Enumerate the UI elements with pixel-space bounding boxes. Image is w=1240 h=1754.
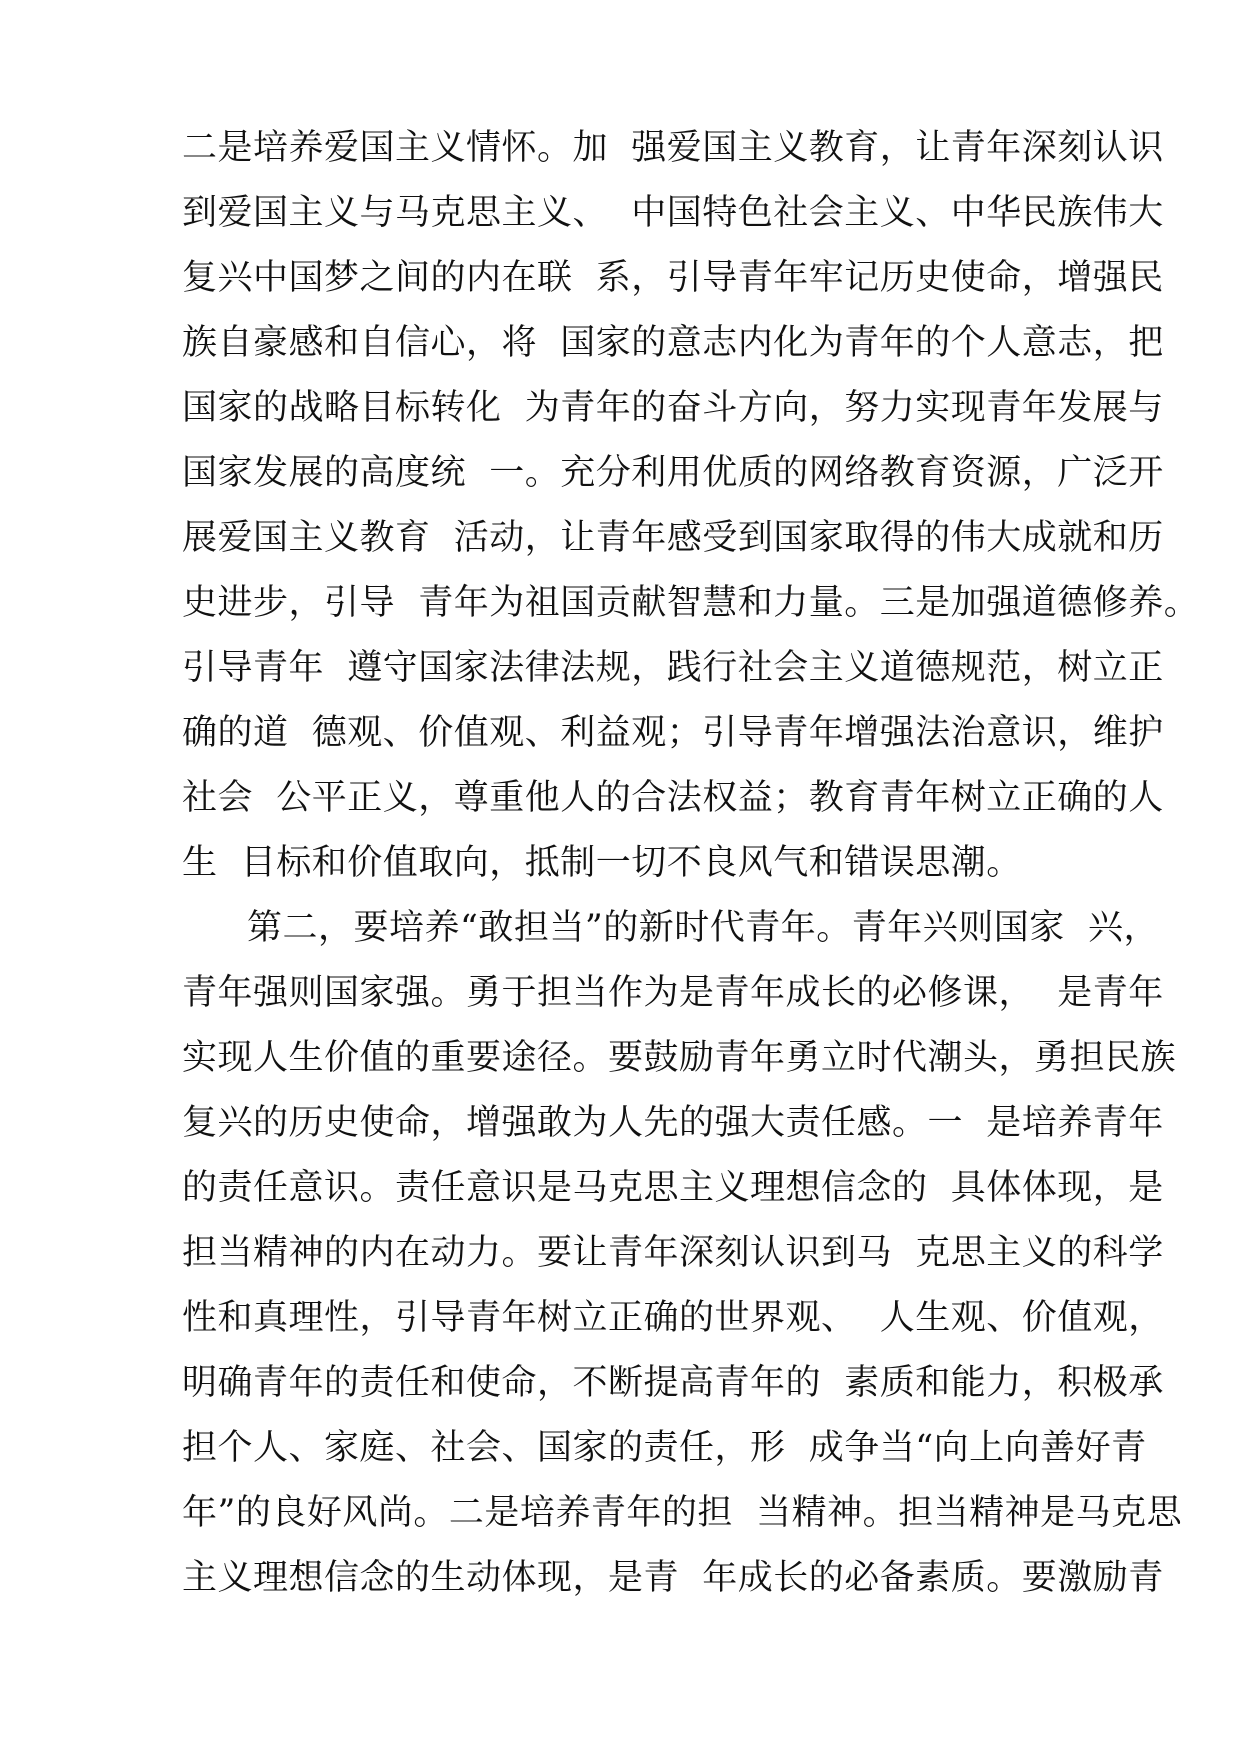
text-line-15: 实现人生价值的重要途径。要鼓励青年勇立时代潮头，勇担民族: [182, 1038, 1177, 1078]
text-line-16: 复兴的历史使命，增强敢为人先的强大责任感。一 是培养青年: [182, 1103, 1164, 1143]
text-line-14: 青年强则国家强。勇于担当作为是青年成长的必修课， 是青年: [182, 973, 1164, 1013]
text-line-5: 国家的战略目标转化 为青年的奋斗方向，努力实现青年发展与: [182, 388, 1164, 428]
text-line-22: 年”的良好风尚。二是培养青年的担 当精神。担当精神是马克思: [182, 1493, 1183, 1533]
text-line-4: 族自豪感和自信心，将 国家的意志内化为青年的个人意志，把: [182, 323, 1164, 363]
text-line-8: 史进步，引导 青年为祖国贡献智慧和力量。三是加强道德修养。: [182, 583, 1200, 623]
text-line-9: 引导青年 遵守国家法律法规，践行社会主义道德规范，树立正: [182, 648, 1164, 688]
text-line-1: 二是培养爱国主义情怀。加 强爱国主义教育，让青年深刻认识: [182, 128, 1164, 168]
text-line-17: 的责任意识。责任意识是马克思主义理想信念的 具体体现，是: [182, 1168, 1164, 1208]
text-line-11: 社会 公平正义，尊重他人的合法权益；教育青年树立正确的人: [182, 778, 1164, 818]
text-line-10: 确的道 德观、价值观、利益观；引导青年增强法治意识，维护: [182, 713, 1164, 753]
text-line-6: 国家发展的高度统 一。充分利用优质的网络教育资源，广泛开: [182, 453, 1164, 493]
text-line-19: 性和真理性，引导青年树立正确的世界观、 人生观、价值观，: [182, 1298, 1164, 1338]
text-line-23: 主义理想信念的生动体现，是青 年成长的必备素质。要激励青: [182, 1558, 1164, 1598]
text-line-21: 担个人、家庭、社会、国家的责任，形 成争当“向上向善好青: [182, 1428, 1147, 1468]
text-line-2: 到爱国主义与马克思主义、 中国特色社会主义、中华民族伟大: [182, 193, 1164, 233]
text-line-7: 展爱国主义教育 活动，让青年感受到国家取得的伟大成就和历: [182, 518, 1164, 558]
text-line-3: 复兴中国梦之间的内在联 系，引导青年牢记历史使命，增强民: [182, 258, 1164, 298]
text-line-12: 生 目标和价值取向，抵制一切不良风气和错误思潮。: [182, 843, 1022, 883]
text-line-18: 担当精神的内在动力。要让青年深刻认识到马 克思主义的科学: [182, 1233, 1164, 1273]
text-line-20: 明确青年的责任和使命，不断提高青年的 素质和能力，积极承: [182, 1363, 1164, 1403]
paragraph-start-line: 第二，要培养“敢担当”的新时代青年。青年兴则国家 兴，: [247, 908, 1160, 948]
